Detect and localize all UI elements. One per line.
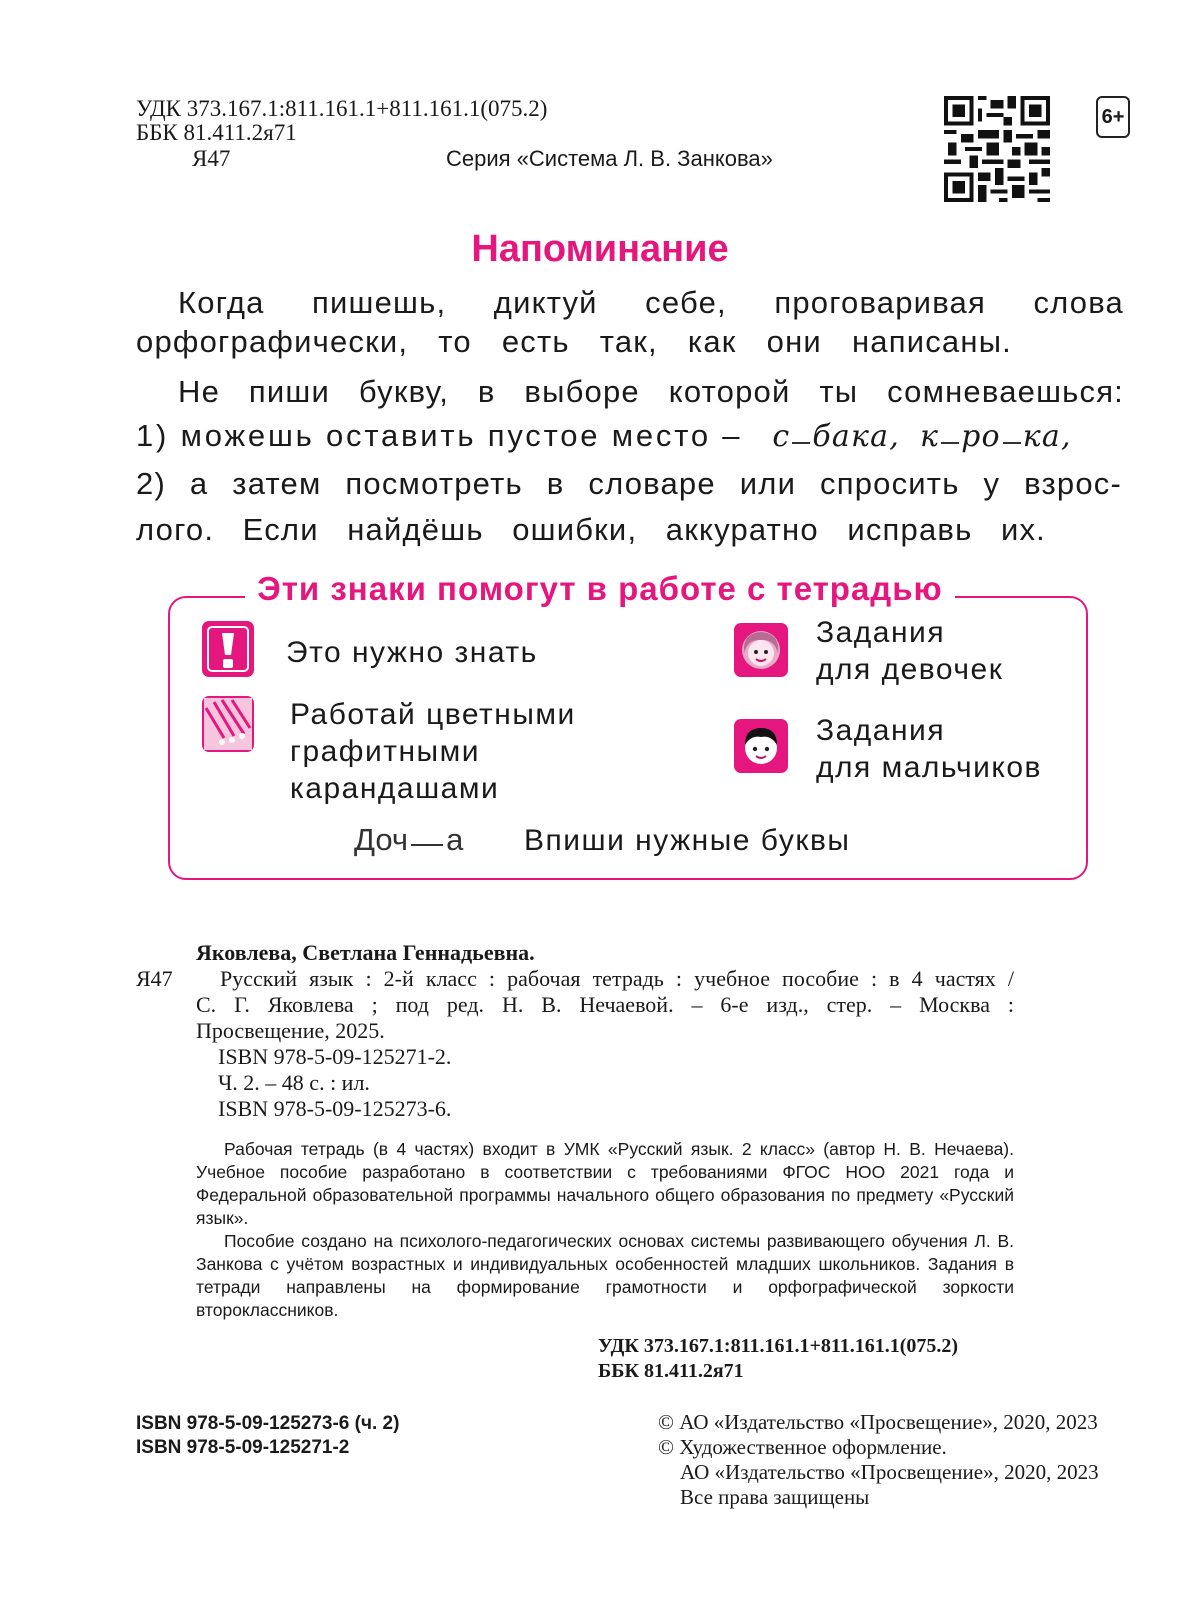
label-line: Работай цветными [290,698,576,731]
copyright-line: АО «Издательство «Просвещение», 2020, 2023 [680,1460,1099,1484]
copyright-line: © Художественное оформление. [658,1435,947,1459]
copyright-block [658,1410,1099,1510]
reminder-line: лого. Если найдёшь ошибки, аккуратно исправь их. [136,512,1046,547]
girl-face-icon [734,623,788,677]
author: Яковлева, Светлана Геннадьевна. [196,940,535,965]
header-bbk: ББК 81.411.2я71 [136,120,297,145]
header-code: Я47 [192,146,231,171]
annotation-paragraph: Рабочая тетрадь (в 4 частях) входит в УМК «Русский язык. 2 класс» (автор Н. В. Нечаева). Учебное пособие разработано в соответствии с требованиями ФГОС НОО 2021 года и Федеральной образовательной программы начального общего образования по предмету «Русский язык». [196,1139,1014,1228]
age-rating-badge: 6+ [1096,96,1130,138]
biblio-line: Просвещение, 2025. [196,1018,385,1043]
copyright-line: Все права защищены [680,1485,870,1509]
reminder-line: 2) а затем посмотреть в словаре или спросить у взрос- [136,466,1122,501]
isbn-part: ISBN 978-5-09-125273-6. [218,1096,452,1121]
sign-label-boys [816,712,1042,786]
sign-label-pencils [290,696,576,807]
series-title: Серия «Система Л. В. Занкова» [446,146,773,171]
label-line: для мальчиков [816,751,1042,784]
label-line: графитными [290,735,481,768]
annotation-paragraph: Пособие создано на психолого-педагогических основах системы развивающего обучения Л. В. Занкова с учётом возрастных и индивидуальных особенностей младших школьников. Задания в тетради направлены на формирование грамотности и орфографической зоркости второклассников. [196,1231,1014,1320]
label-line: Задания [816,714,946,747]
handwritten-example: к ро ка, [919,418,1072,454]
signs-title: Эти знаки помогут в работе с тетрадью [0,570,1200,608]
label-line: для девочек [816,653,1004,686]
qr-code-icon[interactable] [944,96,1050,202]
reminder-line: Когда пишешь, диктуй себе, проговаривая слова [178,285,1124,320]
reminder-line-handwriting: 1) можешь оставить пустое место – с бака, к ро ка, [136,418,1072,454]
isbn-block [136,1412,399,1460]
sign-label-know: Это нужно знать [286,636,538,669]
header-udk: УДК 373.167.1:811.161.1+811.161.1(075.2) [136,96,548,121]
udk-bbk-block [598,1334,958,1384]
label-line: карандашами [290,772,500,805]
bbk: ББК 81.411.2я71 [598,1360,744,1382]
label-line: Задания [816,616,946,649]
handwritten-example: с бака, [772,418,900,454]
part-info: Ч. 2. – 48 с. : ил. [218,1070,370,1095]
reminder-line: Не пиши букву, в выборе которой ты сомневаешься: [178,374,1124,409]
isbn-set: ISBN 978-5-09-125271-2. [218,1044,452,1069]
boy-face-icon [734,719,788,773]
isbn-line: ISBN 978-5-09-125271-2 [136,1437,350,1458]
annotation [196,1138,1014,1322]
reminder-line: орфографически, то есть так, как они написаны. [136,324,1012,359]
colored-pencils-icon [202,696,254,752]
reminder-title: Напоминание [471,228,729,270]
fill-example: Доч а [354,822,464,857]
exclamation-icon [202,621,254,677]
sign-label-girls [816,614,1003,688]
biblio-line: Я47 Русский язык : 2-й класс : рабочая тетрадь : учебное пособие : в 4 частях / [136,966,1014,991]
isbn-line: ISBN 978-5-09-125273-6 (ч. 2) [136,1413,400,1434]
bibliographic-record [136,940,1014,1122]
fill-label: Впиши нужные буквы [524,824,851,857]
udk: УДК 373.167.1:811.161.1+811.161.1(075.2) [598,1335,959,1357]
biblio-line: С. Г. Яковлева ; под ред. Н. В. Нечаевой. – 6-е изд., стер. – Москва : [196,992,1014,1017]
copyright-line: © АО «Издательство «Просвещение», 2020, 2023 [658,1410,1098,1434]
